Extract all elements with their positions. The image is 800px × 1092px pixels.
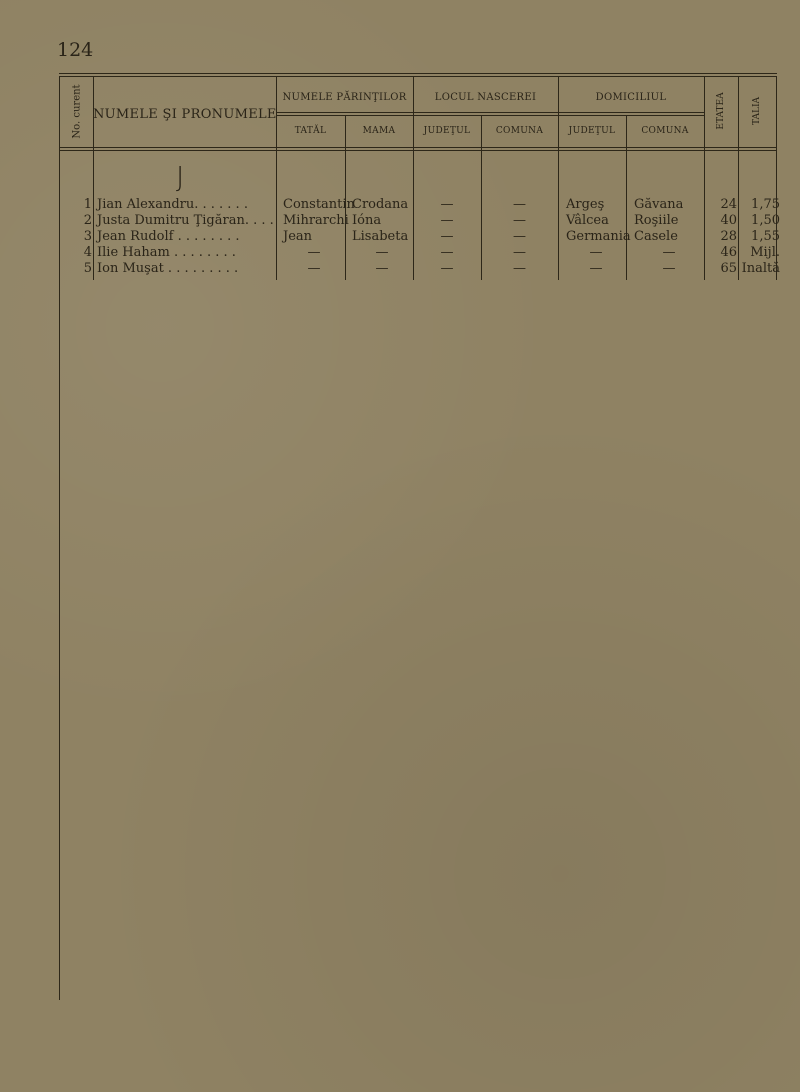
section-letter: J: [176, 160, 185, 193]
row-birth-commune: —: [513, 213, 526, 228]
row-birth-county: —: [440, 261, 454, 276]
row-name: Jean Rudolf . . . . . . . .: [97, 229, 240, 244]
row-age: 24: [720, 197, 737, 212]
row-age: 28: [720, 229, 737, 244]
row-mother: —: [375, 245, 389, 260]
row-height: Mijl.: [750, 245, 780, 260]
row-home-county: Vâlcea: [566, 213, 609, 228]
header-nastere-judetul: JUDEŢUL: [423, 126, 471, 136]
row-birth-commune: —: [513, 245, 526, 260]
row-number: 4: [83, 245, 92, 260]
header-nr-curent: No. curent: [71, 84, 83, 139]
row-number: 3: [83, 229, 92, 244]
row-number: 2: [83, 213, 92, 228]
row-father: —: [307, 245, 321, 260]
header-locul-nasterei: LOCUL NASCEREI: [434, 92, 537, 103]
row-home-commune: —: [662, 261, 676, 276]
header-bottom-rule: [59, 147, 777, 148]
group-header-rule: [276, 112, 704, 113]
row-home-commune: —: [662, 245, 676, 260]
row-mother: Ióna: [352, 213, 382, 228]
row-home-commune: Roşiile: [634, 213, 679, 228]
header-parinti: NUMELE PĂRINŢILOR: [282, 92, 407, 103]
row-height: 1,75: [751, 197, 780, 212]
row-mother: —: [375, 261, 389, 276]
col-divider: [558, 76, 559, 280]
row-home-commune: Găvana: [634, 197, 684, 212]
row-mother: Lisabeta: [352, 229, 409, 244]
table-top-rule-2: [59, 76, 777, 77]
row-home-county: —: [589, 245, 603, 260]
header-nume: NUMELE ŞI PRONUMELE: [93, 107, 277, 122]
row-home-county: Germania: [566, 229, 631, 244]
row-height: 1,50: [751, 213, 780, 228]
row-birth-county: —: [440, 197, 454, 212]
header-etatea: ETATEA: [716, 92, 726, 130]
header-mama: MAMA: [362, 126, 396, 136]
row-number: 1: [83, 197, 92, 212]
row-name: Jian Alexandru. . . . . . .: [97, 197, 248, 212]
row-father: Constantin: [283, 197, 355, 212]
row-father: Jean: [283, 229, 313, 244]
row-birth-commune: —: [513, 229, 526, 244]
header-talia: TALIA: [752, 96, 762, 126]
row-home-county: —: [589, 261, 603, 276]
col-divider: [626, 115, 627, 280]
header-domiciliu-comuna: COMUNA: [641, 126, 689, 136]
row-home-county: Argeş: [566, 197, 605, 212]
row-age: 65: [720, 261, 737, 276]
row-name: Ilie Haham . . . . . . . .: [97, 245, 236, 260]
header-tatal: TATĂL: [294, 126, 327, 136]
row-height: 1,55: [751, 229, 780, 244]
row-name: Justa Dumitru Ţigăran. . . .: [97, 213, 274, 228]
row-name: Ion Muşat . . . . . . . . .: [97, 261, 239, 276]
row-birth-county: —: [440, 213, 454, 228]
row-number: 5: [83, 261, 92, 276]
row-birth-county: —: [440, 229, 454, 244]
row-father: Mihrarchi: [283, 213, 349, 228]
header-bottom-rule-2: [59, 150, 777, 151]
page-number: 124: [57, 39, 94, 61]
header-domiciliul: DOMICILIUL: [595, 92, 667, 103]
row-age: 40: [720, 213, 737, 228]
row-birth-commune: —: [513, 197, 526, 212]
row-height: Inaltă: [741, 261, 780, 276]
row-birth-county: —: [440, 245, 454, 260]
row-father: —: [307, 261, 321, 276]
row-mother: Crodana: [352, 197, 409, 212]
row-age: 46: [720, 245, 737, 260]
row-birth-commune: —: [513, 261, 526, 276]
group-header-rule-2: [276, 115, 704, 116]
row-home-commune: Casele: [634, 229, 678, 244]
header-domiciliu-judetul: JUDEŢUL: [568, 126, 616, 136]
table-top-rule: [59, 73, 777, 74]
header-nastere-comuna: COMUNA: [495, 126, 544, 136]
